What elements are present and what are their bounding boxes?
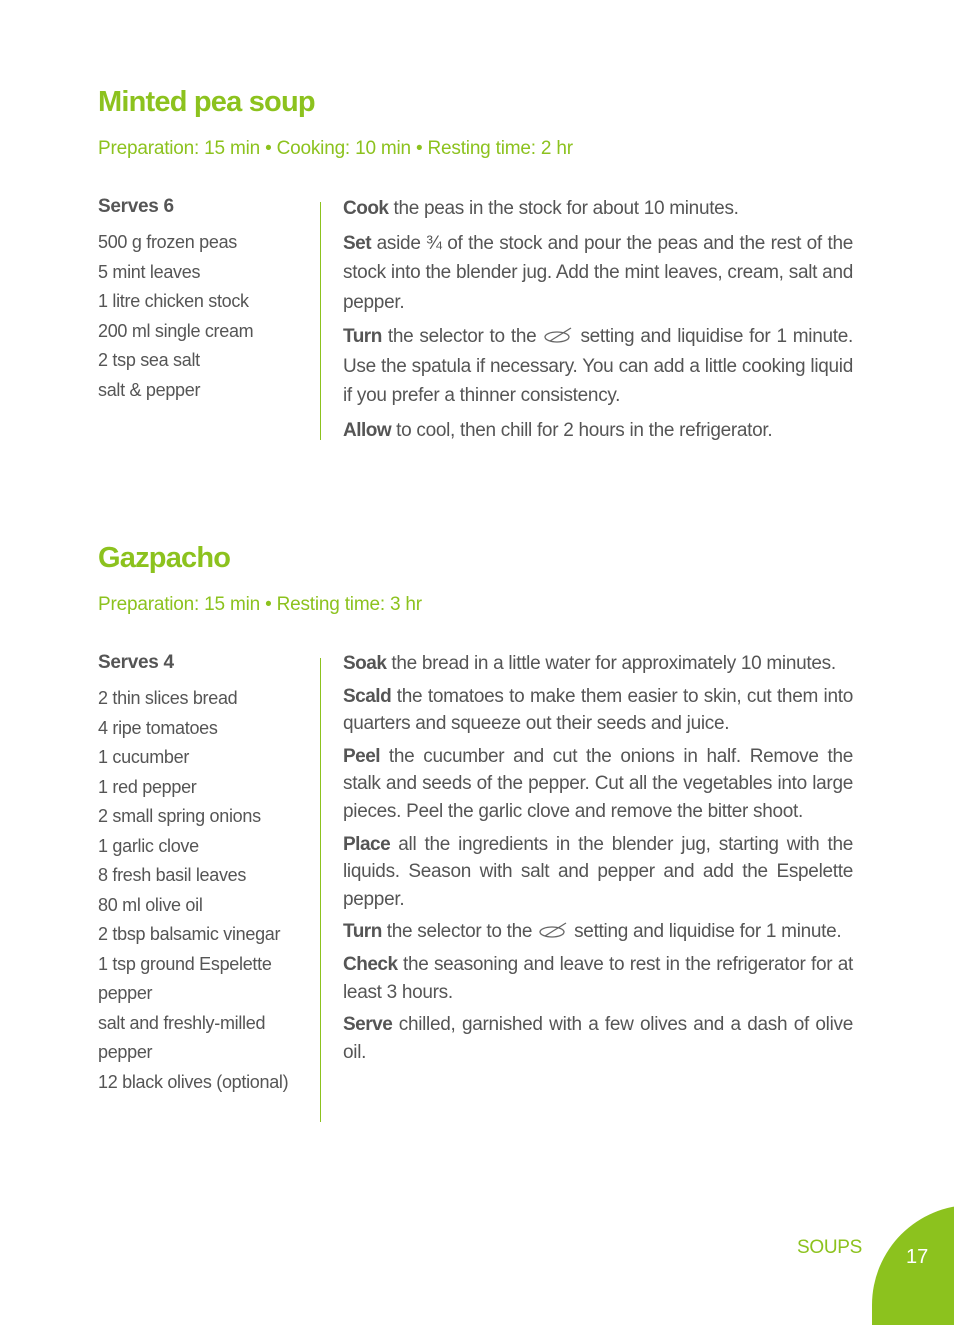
recipe-gazpacho xyxy=(98,538,858,1092)
serves-label: Serves 4 xyxy=(98,652,174,673)
step-verb: Peel xyxy=(343,745,381,767)
step-verb: Check xyxy=(343,953,398,975)
method-step xyxy=(343,1011,853,1066)
method-step xyxy=(343,918,853,946)
ingredient-item: 2 small spring onions xyxy=(98,806,261,826)
ingredient-item: 80 ml olive oil xyxy=(98,894,203,915)
step-verb: Scald xyxy=(343,685,392,707)
ingredients-column xyxy=(98,194,313,405)
method-step xyxy=(343,650,853,678)
ingredient-item: 8 fresh basil leaves xyxy=(98,865,247,885)
ingredient-item: 1 garlic clove xyxy=(98,835,199,856)
ingredient-item: 4 ripe tomatoes xyxy=(98,717,218,738)
page-number: 17 xyxy=(906,1246,929,1268)
blade-setting-icon xyxy=(537,921,569,939)
blade-setting-icon xyxy=(542,326,574,344)
method-step xyxy=(343,743,853,826)
step-text: the selector to the xyxy=(381,326,537,347)
step-text: all the ingredients in the blender jug, starting with the liquids. Season with salt and pepper and add the Espelette pepper. xyxy=(343,833,853,910)
ingredient-item: salt & pepper xyxy=(98,379,201,400)
step-text: the tomatoes to make them easier to skin, cut them into quarters and squeeze out their seeds and juice. xyxy=(343,685,853,735)
ingredient-item: 200 ml single cream xyxy=(98,320,254,341)
ingredient-item: 2 tbsp balsamic vinegar xyxy=(98,924,281,944)
recipe-title: Gazpacho xyxy=(98,542,231,574)
method-step xyxy=(343,951,853,1006)
step-verb: Serve xyxy=(343,1014,393,1036)
step-text: the seasoning and leave to rest in the refrigerator for at least 3 hours. xyxy=(343,953,853,1003)
step-verb: Allow xyxy=(343,419,392,441)
step-text: to cool, then chill for 2 hours in the refrigerator. xyxy=(391,419,773,441)
recipe-minted-pea-soup xyxy=(98,82,858,441)
ingredient-item: 1 tsp ground Espelette pepper xyxy=(98,953,272,1003)
recipe-title: Minted pea soup xyxy=(98,86,315,118)
step-text: chilled, garnished with a few olives and a dash of olive oil. xyxy=(343,1014,853,1063)
recipe-timing: Preparation: 15 min • Cooking: 10 min • Resting time: 2 hr xyxy=(98,138,573,159)
method-step xyxy=(343,322,853,411)
step-text: the selector to the xyxy=(381,921,533,943)
ingredient-item: 2 tsp sea salt xyxy=(98,350,200,370)
step-text: the cucumber and cut the onions in half. Remove the stalk and seeds of the pepper. Cut all the vegetables into large pieces. Peel the garlic clove and remove the bitter shoot. xyxy=(343,745,853,822)
step-verb: Cook xyxy=(343,198,389,219)
ingredient-item: 1 litre chicken stock xyxy=(98,291,249,311)
ingredient-item: 5 mint leaves xyxy=(98,261,201,282)
recipe-timing: Preparation: 15 min • Resting time: 3 hr xyxy=(98,594,422,615)
step-text: aside ¾ of the stock and pour the peas and the rest of the stock into the blender jug. Add the mint leaves, cream, salt and pepper. xyxy=(343,232,853,313)
step-verb: Set xyxy=(343,232,372,254)
ingredient-item: 1 cucumber xyxy=(98,747,190,767)
ingredient-list xyxy=(98,228,313,405)
step-verb: Turn xyxy=(343,921,382,943)
column-divider xyxy=(320,202,321,440)
method-step xyxy=(343,831,853,914)
step-text-after: setting and liquidise for 1 minute. Use the spatula if necessary. You can add a little cooking liquid if you prefer a thinner consistency. xyxy=(343,326,853,406)
method-step xyxy=(343,229,853,318)
step-text: the bread in a little water for approximately 10 minutes. xyxy=(386,653,836,674)
method-step xyxy=(343,194,853,224)
method-step xyxy=(343,416,853,446)
method-step xyxy=(343,683,853,738)
step-text: the peas in the stock for about 10 minutes. xyxy=(388,198,739,219)
column-divider xyxy=(320,658,321,1122)
method-column xyxy=(343,650,853,1071)
ingredient-item: salt and freshly-milled pepper xyxy=(98,1012,266,1062)
ingredient-item: 12 black olives (optional) xyxy=(98,1071,289,1092)
ingredient-item: 500 g frozen peas xyxy=(98,232,238,252)
section-label: SOUPS xyxy=(797,1237,863,1258)
serves-label: Serves 6 xyxy=(98,196,174,217)
method-column xyxy=(343,194,853,450)
ingredients-column xyxy=(98,650,313,1097)
ingredient-list xyxy=(98,684,313,1097)
ingredient-item: 1 red pepper xyxy=(98,776,197,797)
step-verb: Turn xyxy=(343,326,382,347)
ingredient-item: 2 thin slices bread xyxy=(98,688,238,708)
step-verb: Soak xyxy=(343,653,387,674)
step-text-after: setting and liquidise for 1 minute. xyxy=(569,921,842,943)
step-verb: Place xyxy=(343,833,391,855)
